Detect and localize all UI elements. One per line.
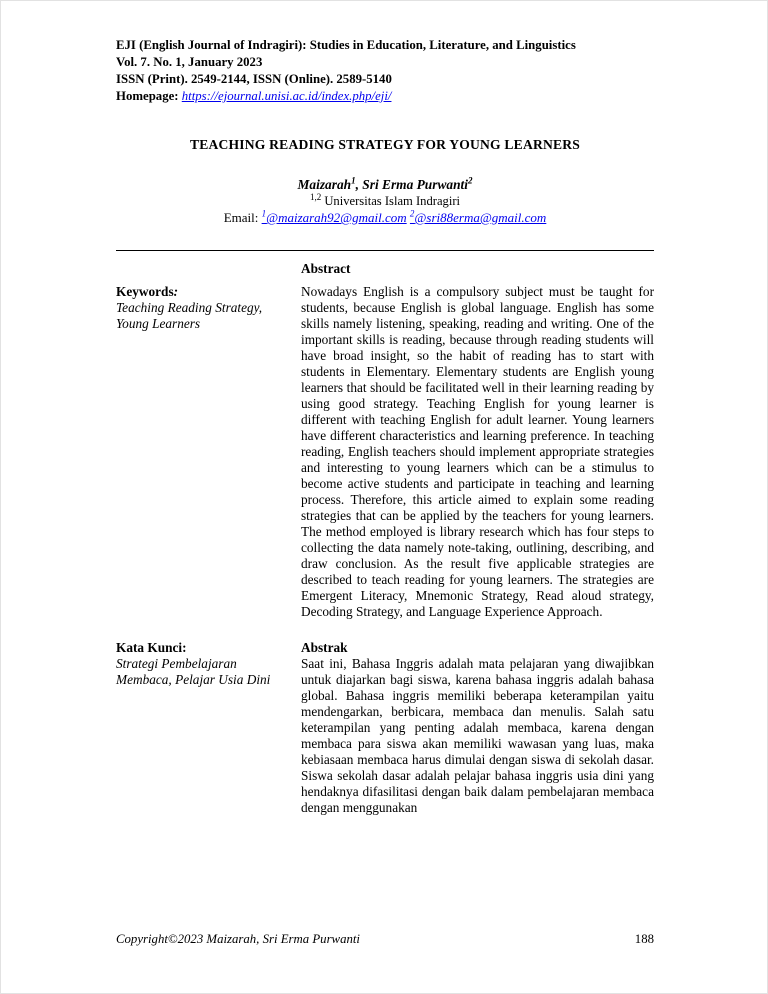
abstract-en-section: [116, 261, 654, 620]
keywords-en-block: [116, 284, 273, 620]
affiliation-superscript: 1,2: [309, 191, 322, 202]
email2-superscript: 2: [409, 208, 415, 219]
journal-issn-line: ISSN (Print). 2549-2144, ISSN (Online). 2589-5140: [116, 72, 392, 86]
abstract-en-body: Nowadays English is a compulsory subject must be taught for students, because English is global language. English has some skills namely listening, speaking, reading and writing. One of the important skills is reading, because through reading students will have broad insight, so the habit of reading has to start with students in Elementary. Elementary students are English young learners that should be facilitated well in their learning reading by using good strategy. Teaching English for young learner is different with teaching English for adult learner. Young learners have different characteristics and learning preference. In teaching reading, English teachers should implement appropriate strategies and interesting to young learners which can be a stimulus to become active students and participate in teaching and learning process. Therefore, this article aimed to explain some reading strategies that can be applied by the teachers for young learners. The method employed is library research which has four steps to collecting the data namely note-taking, outlining, describing, and draw conclusion. As the result five applicable strategies are described to teach reading for young learners. The strategies are Emergent Literacy, Mnemonic Strategy, Read aloud strategy, Decoding Strategy, and Language Experience Approach.: [301, 284, 654, 619]
keywords-id-text: Strategi Pembelajaran Membaca, Pelajar Usia Dini: [116, 656, 271, 687]
page-footer: [116, 932, 654, 947]
author1-name: Maizarah: [297, 177, 352, 192]
abstract-en-heading: Abstract: [301, 261, 351, 276]
authors-separator: ,: [355, 177, 363, 192]
keywords-en-text: Teaching Reading Strategy, Young Learners: [116, 300, 263, 331]
abstract-id-heading: Abstrak: [301, 640, 348, 655]
journal-title-line: EJI (English Journal of Indragiri): Studies in Education, Literature, and Linguistics: [116, 38, 576, 52]
author2-name: Sri Erma Purwanti: [362, 177, 468, 192]
keywords-en-label-line: [116, 284, 273, 300]
horizontal-rule: [116, 250, 654, 251]
journal-volume-line: Vol. 7. No. 1, January 2023: [116, 55, 263, 69]
email1-address: @maizarah92@gmail.com: [266, 210, 407, 225]
homepage-label: Homepage:: [116, 89, 182, 103]
journal-homepage-line: [116, 88, 654, 105]
affiliation-line: [116, 191, 654, 209]
authors-line: [116, 177, 654, 193]
abstract-en-left-spacer: [116, 261, 273, 284]
email2-address: @sri88erma@gmail.com: [414, 210, 547, 225]
author1-superscript: 1: [351, 175, 356, 186]
keywords-id-label: Kata Kunci:: [116, 640, 187, 655]
keywords-en-label: Keywords: [116, 284, 174, 299]
article-title: TEACHING READING STRATEGY FOR YOUNG LEARNERS: [189, 137, 581, 152]
email-label: Email:: [223, 210, 262, 225]
abstract-id-section: [116, 640, 654, 816]
page-number: 188: [634, 932, 654, 946]
email2-link[interactable]: [410, 210, 546, 225]
journal-header: [116, 37, 654, 105]
homepage-link[interactable]: https://ejournal.unisi.ac.id/index.php/eji/: [181, 89, 392, 103]
copyright-text: Copyright©2023 Maizarah, Sri Erma Purwanti: [116, 932, 360, 946]
email1-link[interactable]: [262, 210, 407, 225]
affiliation-text: Universitas Islam Indragiri: [321, 194, 461, 208]
author2-superscript: 2: [467, 175, 473, 186]
email-line: [116, 210, 654, 226]
abstract-id-body: Saat ini, Bahasa Inggris adalah mata pelajaran yang diwajibkan untuk diajarkan bagi siswa, karena bahasa inggris adalah bahasa global. Bahasa inggris memiliki beberapa keterampilan yaitu mendengarkan, berbicara, membaca dan menulis. Salah satu keterampilan yang penting adalah membaca, karena dengan membaca para siswa akan memiliki wawasan yang luas, maka kebiasaan membaca harus dimulai dengan siswa di sekolah dasar. Siswa sekolah dasar adalah pelajar bahasa inggris usia dini yang hendaknya difasilitasi dengan baik dalam pembelajaran membaca dengan menggunakan: [301, 656, 654, 815]
keywords-en-colon: :: [173, 284, 179, 299]
email1-superscript: 1: [261, 208, 267, 219]
